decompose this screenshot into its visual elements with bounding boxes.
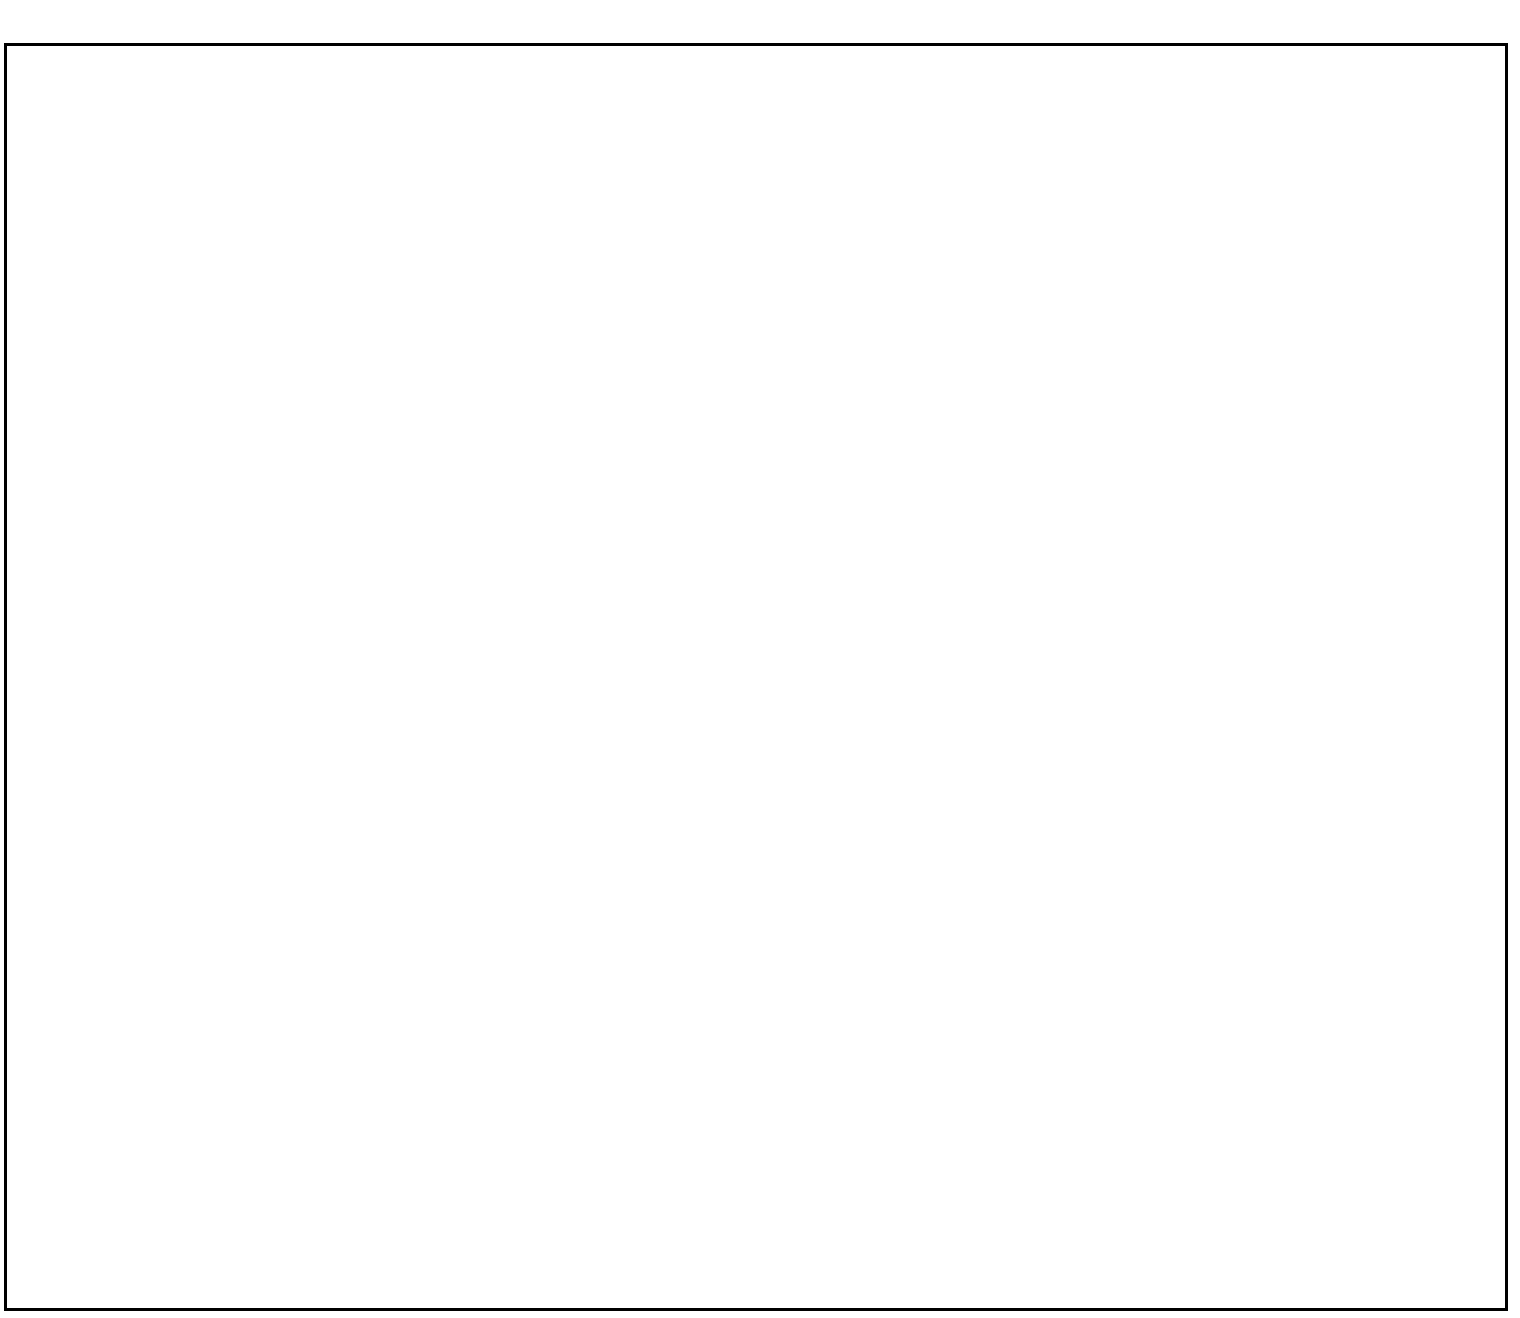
page-title — [0, 0, 1520, 30]
pinout-table — [4, 43, 1508, 1311]
